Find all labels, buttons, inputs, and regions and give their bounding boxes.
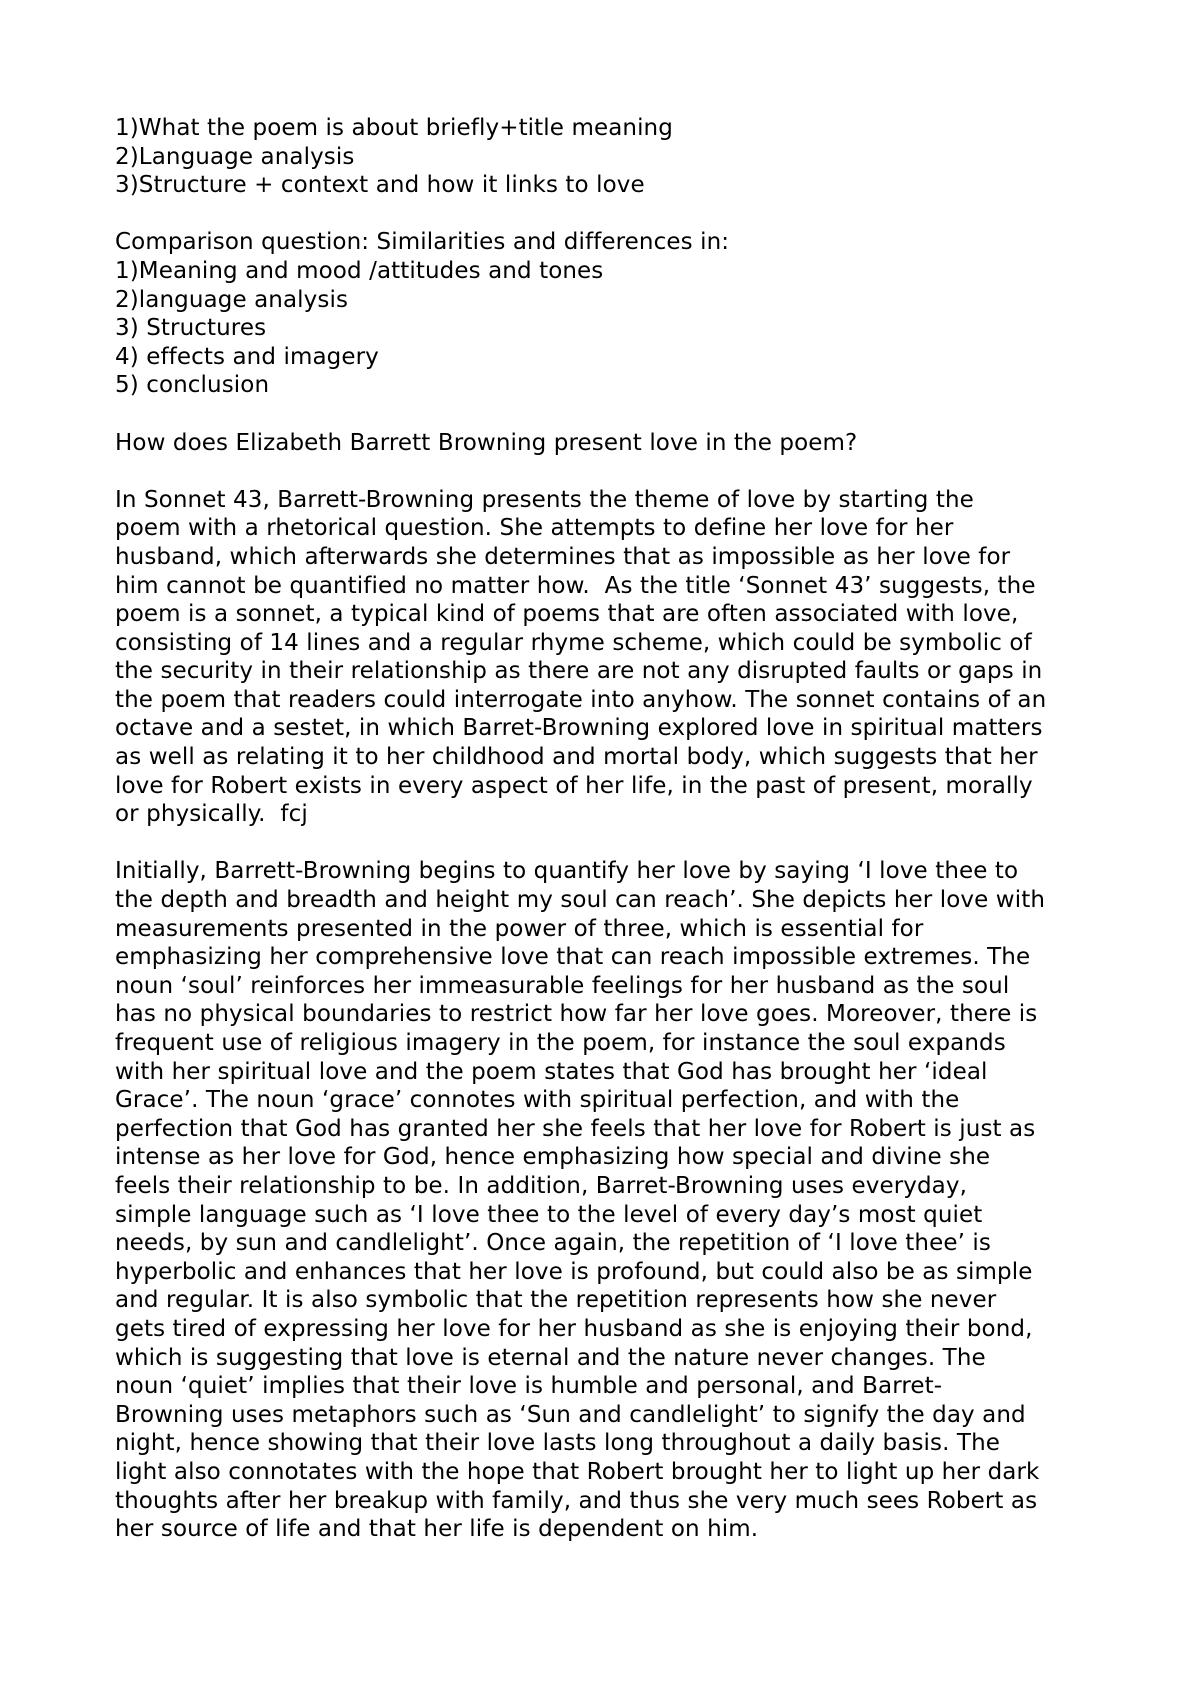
paragraph-line: emphasizing her comprehensive love that can reach impossible extremes. The [115, 944, 1031, 971]
paragraph-line: noun ‘soul’ reinforces her immeasurable feelings for her husband as the soul [115, 972, 1010, 999]
question-text: How does Elizabeth Barrett Browning present love in the poem? [115, 429, 858, 456]
paragraph-line: Initially, Barrett-Browning begins to quantify her love by saying ‘I love thee to [115, 858, 1019, 885]
outline-item: 3)Structure + context and how it links to love [115, 172, 645, 199]
comparison-item: 1)Meaning and mood /attitudes and tones [115, 257, 604, 284]
paragraph-line: as well as relating it to her childhood and mortal body, which suggests that her [115, 744, 1038, 771]
essay-paragraph-language [115, 857, 1100, 1543]
comparison-item: 4) effects and imagery [115, 343, 379, 370]
comparison-item: 2)language analysis [115, 286, 349, 313]
paragraph-line: octave and a sestet, in which Barret-Browning explored love in spiritual matters [115, 715, 1043, 742]
outline-item: 1)What the poem is about briefly+title meaning [115, 115, 673, 141]
comparison-heading: Comparison question: Similarities and differences in: [115, 229, 730, 256]
paragraph-line: poem with a rhetorical question. She attempts to define her love for her [115, 515, 954, 542]
paragraph-line: him cannot be quantified no matter how. As the title ‘Sonnet 43’ suggests, the [115, 572, 1036, 599]
paragraph-line: with her spiritual love and the poem states that God has brought her ‘ideal [115, 1058, 988, 1085]
paragraph-line: husband, which afterwards she determines that as impossible as her love for [115, 543, 1011, 570]
comparison-outline [115, 228, 1100, 400]
essay-question [115, 429, 1100, 458]
paragraph-line: feels their relationship to be. In addition, Barret-Browning uses everyday, [115, 1172, 967, 1199]
paragraph-line: her source of life and that her life is dependent on him. [115, 1516, 759, 1543]
paragraph-line: and regular. It is also symbolic that the repetition represents how she never [115, 1287, 997, 1314]
paragraph-line: hyperbolic and enhances that her love is profound, but could also be as simple [115, 1258, 1033, 1285]
paragraph-line: the depth and breadth and height my soul can reach’. She depicts her love with [115, 887, 1046, 914]
paragraph-line: frequent use of religious imagery in the poem, for instance the soul expands [115, 1030, 1006, 1056]
paragraph-line: the security in their relationship as there are not any disrupted faults or gaps in [115, 658, 1043, 685]
paragraph-line: love for Robert exists in every aspect of her life, in the past of present, morally [115, 772, 1033, 799]
paragraph-line: light also connotates with the hope that Robert brought her to light up her dark [115, 1458, 1040, 1485]
comparison-item: 5) conclusion [115, 372, 270, 399]
paragraph-line: perfection that God has granted her she feels that her love for Robert is just as [115, 1115, 1036, 1142]
document-body [115, 114, 1100, 1572]
paragraph-line: noun ‘quiet’ implies that their love is humble and personal, and Barret- [115, 1373, 943, 1400]
essay-outline-list [115, 114, 1100, 200]
paragraph-line: or physically. fcj [115, 801, 308, 828]
comparison-item: 3) Structures [115, 315, 267, 342]
paragraph-line: has no physical boundaries to restrict how far her love goes. Moreover, there is [115, 1001, 1038, 1028]
paragraph-line: night, hence showing that their love lasts long throughout a daily basis. The [115, 1430, 1001, 1457]
paragraph-line: Grace’. The noun ‘grace’ connotes with spiritual perfection, and with the [115, 1087, 960, 1114]
paragraph-line: gets tired of expressing her love for her husband as she is enjoying their bond, [115, 1315, 1033, 1342]
paragraph-line: the poem that readers could interrogate into anyhow. The sonnet contains of an [115, 686, 1047, 713]
paragraph-line: measurements presented in the power of three, which is essential for [115, 915, 924, 942]
paragraph-line: intense as her love for God, hence emphasizing how special and divine she [115, 1144, 991, 1171]
paragraph-line: In Sonnet 43, Barrett-Browning presents the theme of love by starting the [115, 486, 974, 513]
paragraph-line: needs, by sun and candlelight’. Once again, the repetition of ‘I love thee’ is [115, 1230, 991, 1257]
essay-paragraph-intro [115, 486, 1100, 829]
paragraph-line: simple language such as ‘I love thee to the level of every day’s most quiet [115, 1201, 983, 1228]
paragraph-line: which is suggesting that love is eternal and the nature never changes. The [115, 1344, 986, 1371]
paragraph-line: consisting of 14 lines and a regular rhyme scheme, which could be symbolic of [115, 629, 1032, 656]
paragraph-line: Browning uses metaphors such as ‘Sun and candlelight’ to signify the day and [115, 1401, 1026, 1428]
paragraph-line: poem is a sonnet, a typical kind of poems that are often associated with love, [115, 601, 1019, 628]
outline-item: 2)Language analysis [115, 143, 355, 170]
paragraph-line: thoughts after her breakup with family, and thus she very much sees Robert as [115, 1487, 1038, 1514]
